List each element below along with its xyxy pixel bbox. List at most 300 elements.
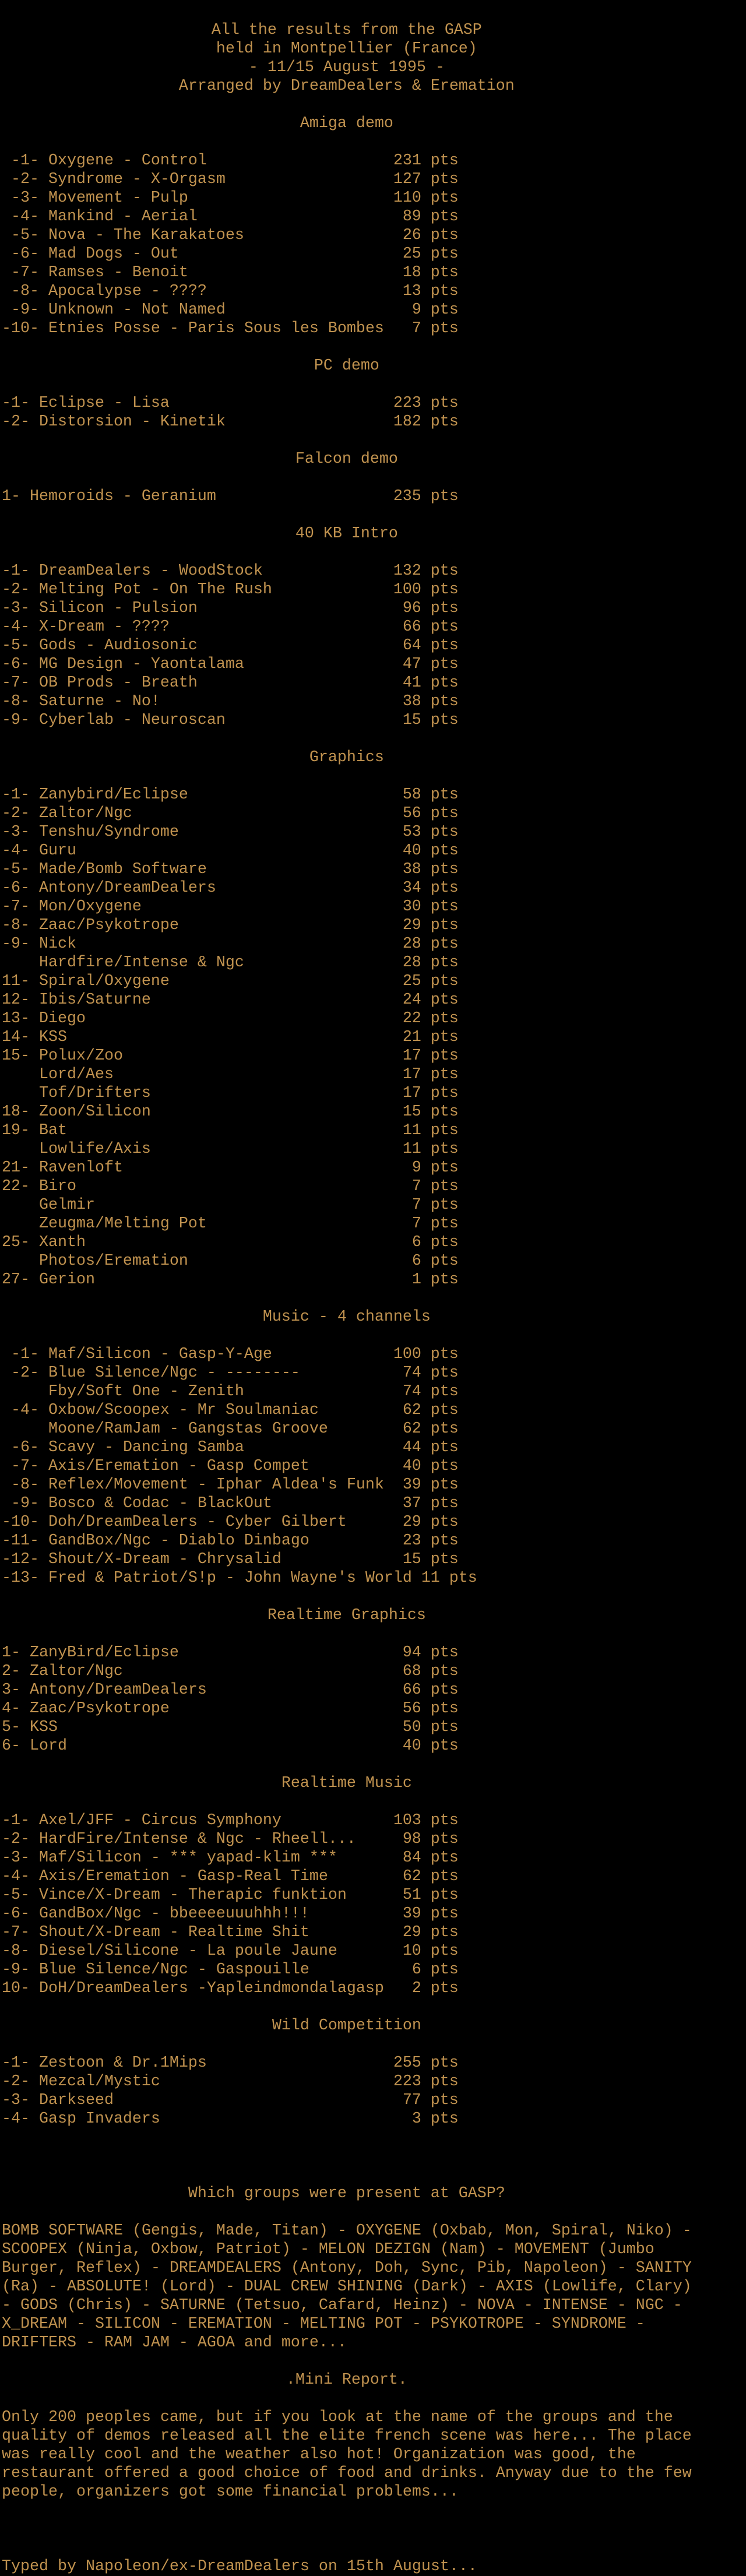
points-unit: pts (430, 1420, 459, 1438)
rank-cell: -7- (2, 674, 30, 692)
points-unit: pts (430, 1476, 459, 1494)
points-unit: pts (430, 1663, 459, 1680)
blank-line (2, 506, 746, 525)
result-row (2, 1811, 746, 1830)
result-row (2, 1979, 746, 1998)
section-title: Music - 4 channels (262, 1308, 431, 1326)
rank-cell: -2- (10, 1364, 39, 1382)
result-row (2, 618, 746, 636)
blank-line (2, 2501, 746, 2520)
points-value: 66 (402, 618, 421, 636)
name-cell: Distorsion - Kinetik (38, 413, 226, 431)
points-value: 9 (411, 1159, 421, 1177)
points-value: 51 (402, 1887, 421, 1904)
result-row (2, 226, 746, 245)
name-cell: GandBox/Ngc - bbeeeeuuuhhh!!! (38, 1905, 309, 1923)
paragraph-line: BOMB SOFTWARE (Gengis, Made, Titan) - OXYGENE (Oxbab, Mon, Spiral, Niko) - (2, 2222, 692, 2240)
section-realtime-music (2, 1774, 746, 2017)
result-row (2, 2110, 746, 2128)
points-value: 62 (402, 1420, 421, 1438)
points-unit: pts (430, 1010, 459, 1027)
rank-cell: -7- (10, 264, 39, 281)
points-value: 15 (402, 712, 421, 729)
name-cell: Etnies Posse - Paris Sous les Bombes (48, 320, 384, 337)
rank-cell: -9- (10, 301, 39, 319)
points-unit: pts (430, 935, 459, 953)
result-row (2, 1644, 746, 1662)
points-unit: pts (430, 1532, 459, 1550)
name-cell: Hardfire/Intense & Ngc (38, 954, 244, 972)
name-cell: Gelmir (38, 1196, 95, 1214)
points-value: 2 (411, 1980, 421, 1997)
points-value: 6 (411, 1252, 421, 1270)
name-cell: GandBox/Ngc - Diablo Dinbago (48, 1532, 309, 1550)
points-value: 66 (402, 1681, 421, 1699)
rank-cell: 13- (2, 1010, 30, 1027)
points-value: 30 (402, 898, 421, 916)
points-unit: pts (430, 1234, 459, 1251)
result-row (2, 1494, 746, 1513)
points-unit: pts (430, 488, 459, 505)
name-cell: Tenshu/Syndrome (38, 824, 179, 841)
points-unit: pts (430, 1458, 459, 1475)
points-value: 11 (402, 1122, 421, 1139)
name-cell: Antony/DreamDealers (38, 879, 216, 897)
points-unit: pts (430, 842, 459, 860)
name-cell: Oxygene - Control (48, 152, 207, 170)
points-unit: pts (430, 1980, 459, 1997)
result-row (2, 562, 746, 580)
blank-line (2, 338, 746, 357)
report-title: .Mini Report. (286, 2371, 407, 2389)
blank-line (2, 1998, 746, 2017)
points-unit: pts (430, 861, 459, 878)
points-value: 7 (411, 1178, 421, 1195)
result-row (2, 1103, 746, 1121)
section-title: Realtime Music (281, 1775, 412, 1792)
points-value: 6 (411, 1961, 421, 1979)
name-cell: Mad Dogs - Out (48, 245, 179, 263)
result-row (2, 301, 746, 319)
points-value: 96 (402, 600, 421, 617)
points-value: 132 (393, 562, 421, 580)
section-title: PC demo (314, 357, 379, 375)
rank-cell: 2- (2, 1663, 20, 1680)
name-cell: Axis/Eremation - Gasp-Real Time (38, 1868, 328, 1885)
name-cell: Blue Silence/Ngc - -------- (48, 1364, 300, 1382)
name-cell: Ibis/Saturne (38, 991, 151, 1009)
points-unit: pts (430, 1029, 459, 1046)
points-unit: pts (430, 227, 459, 244)
name-cell: Axel/JFF - Circus Symphony (38, 1812, 281, 1829)
points-unit: pts (430, 1887, 459, 1904)
rank-cell: 3- (2, 1681, 20, 1699)
result-row (2, 1252, 746, 1271)
rank-cell: -2- (2, 805, 30, 822)
result-row (2, 1196, 746, 1215)
paragraph-line: DRIFTERS - RAM JAM - AGOA and more... (2, 2334, 347, 2352)
rank-cell: 1- (2, 488, 20, 505)
points-unit: pts (430, 1495, 459, 1512)
points-value: 74 (402, 1364, 421, 1382)
name-cell: Axis/Eremation - Gasp Compet (48, 1458, 309, 1475)
paragraph-line: restaurant offered a good choice of food and drinks. Anyway due to the few (2, 2465, 692, 2482)
points-value: 41 (402, 674, 421, 692)
blank-line (2, 1326, 746, 1345)
rank-cell: -5- (2, 1887, 30, 1904)
section-wild-competition (2, 2017, 746, 2147)
result-row (2, 1513, 746, 1532)
points-unit: pts (430, 413, 459, 431)
rank-cell: -8- (10, 283, 39, 300)
name-cell: Antony/DreamDealers (29, 1681, 207, 1699)
rank-cell: -8- (2, 917, 30, 934)
result-row (2, 1532, 746, 1550)
section-music-4-channels (2, 1308, 746, 1606)
name-cell: Lowlife/Axis (38, 1141, 151, 1158)
blank-line (2, 133, 746, 152)
name-cell: Xanth (38, 1234, 86, 1251)
points-value: 40 (402, 842, 421, 860)
points-value: 1 (411, 1271, 421, 1289)
result-row (2, 1047, 746, 1065)
rank-cell: -3- (10, 189, 39, 207)
result-row (2, 1345, 746, 1364)
blank-line (2, 2035, 746, 2054)
result-row (2, 1420, 746, 1438)
rank-cell: -9- (2, 1961, 30, 1979)
points-value: 127 (393, 171, 421, 188)
section-falcon-demo (2, 450, 746, 525)
points-value: 3 (411, 2110, 421, 2128)
paragraph-line: (Ra) - ABSOLUTE! (Lord) - DUAL CREW SHINING (Dark) - AXIS (Lowlife, Clary) (2, 2278, 692, 2296)
rank-cell: -5- (2, 861, 30, 878)
rank-cell: -13- (2, 1569, 39, 1587)
name-cell: Zeugma/Melting Pot (38, 1215, 207, 1233)
result-row (2, 319, 746, 338)
points-unit: pts (430, 152, 459, 170)
points-value: 7 (411, 1215, 421, 1233)
points-unit: pts (430, 1681, 459, 1699)
result-row (2, 823, 746, 842)
name-cell: Shout/X-Dream - Realtime Shit (38, 1924, 309, 1941)
name-cell: Oxbow/Scoopex - Mr Soulmaniac (48, 1402, 319, 1419)
rank-cell: -10- (2, 1514, 39, 1531)
result-row (2, 1905, 746, 1923)
rank-cell: 10- (2, 1980, 30, 1997)
points-unit: pts (430, 2073, 459, 2091)
name-cell: Apocalypse - ???? (48, 283, 207, 300)
points-value: 47 (402, 656, 421, 673)
rank-cell: -2- (2, 1831, 30, 1848)
result-row (2, 1382, 746, 1401)
rank-cell: -1- (2, 395, 30, 412)
rank-cell: -6- (10, 1439, 39, 1456)
points-unit: pts (430, 1122, 459, 1139)
result-row (2, 1737, 746, 1755)
rank-cell: -4- (2, 618, 30, 636)
rank-cell: 5- (2, 1719, 20, 1736)
name-cell: HardFire/Intense & Ngc - Rheell... (38, 1831, 356, 1848)
rank-cell: 22- (2, 1178, 30, 1195)
result-row (2, 2072, 746, 2091)
points-unit: pts (430, 1364, 459, 1382)
points-unit: pts (430, 1066, 459, 1083)
points-value: 62 (402, 1402, 421, 1419)
rank-cell: -1- (2, 786, 30, 804)
name-cell: Movement - Pulp (48, 189, 188, 207)
name-cell: KSS (38, 1029, 67, 1046)
name-cell: KSS (29, 1719, 58, 1736)
points-value: 235 (393, 488, 421, 505)
points-value: 39 (402, 1476, 421, 1494)
result-row (2, 413, 746, 431)
section-mini-report (2, 2371, 746, 2501)
points-unit: pts (430, 208, 459, 226)
name-cell: Zanybird/Eclipse (38, 786, 188, 804)
points-value: 223 (393, 2073, 421, 2091)
rank-cell: 15- (2, 1047, 30, 1065)
rank-cell: 12- (2, 991, 30, 1009)
points-value: 103 (393, 1812, 421, 1829)
points-value: 24 (402, 991, 421, 1009)
points-value: 89 (402, 208, 421, 226)
name-cell: Zaac/Psykotrope (29, 1700, 170, 1718)
result-row (2, 1084, 746, 1103)
name-cell: Unknown - Not Named (48, 301, 226, 319)
points-value: 100 (393, 581, 421, 599)
result-row (2, 972, 746, 991)
points-value: 17 (402, 1047, 421, 1065)
points-unit: pts (430, 171, 459, 188)
result-row (2, 655, 746, 674)
name-cell: Photos/Eremation (38, 1252, 188, 1270)
name-cell: Melting Pot - On The Rush (38, 581, 272, 599)
blank-line (2, 543, 746, 562)
result-row (2, 152, 746, 170)
points-unit: pts (430, 395, 459, 412)
points-value: 15 (402, 1551, 421, 1568)
blank-line (2, 2147, 746, 2166)
result-row (2, 170, 746, 189)
rank-cell: -4- (10, 1402, 39, 1419)
points-unit: pts (430, 1942, 459, 1960)
points-unit: pts (430, 674, 459, 692)
section-40-kb-intro (2, 525, 746, 748)
points-unit: pts (430, 1849, 459, 1867)
points-value: 17 (402, 1085, 421, 1102)
rank-cell: -1- (10, 1346, 39, 1363)
points-value: 25 (402, 973, 421, 990)
points-value: 182 (393, 413, 421, 431)
points-value: 98 (402, 1831, 421, 1848)
name-cell: DreamDealers - WoodStock (38, 562, 263, 580)
section-pc-demo (2, 357, 746, 450)
points-unit: pts (430, 245, 459, 263)
rank-cell: -2- (2, 581, 30, 599)
points-unit: pts (430, 879, 459, 897)
result-row (2, 879, 746, 898)
points-value: 6 (411, 1234, 421, 1251)
name-cell: Diego (38, 1010, 86, 1027)
rank-cell: -1- (10, 152, 39, 170)
name-cell: Zaltor/Ngc (29, 1663, 123, 1680)
points-unit: pts (430, 1252, 459, 1270)
points-value: 74 (402, 1383, 421, 1400)
result-row (2, 953, 746, 972)
rank-cell: -7- (2, 1924, 30, 1941)
points-value: 68 (402, 1663, 421, 1680)
points-value: 40 (402, 1737, 421, 1755)
rank-cell: -3- (2, 824, 30, 841)
points-unit: pts (430, 2092, 459, 2109)
points-unit: pts (430, 1159, 459, 1177)
rank-cell: -8- (2, 693, 30, 710)
paragraph-line: was really cool and the weather also hot! Organization was good, the (2, 2446, 636, 2464)
rank-cell: 1- (2, 1644, 20, 1662)
name-cell: Reflex/Movement - Iphar Aldea's Funk (48, 1476, 384, 1494)
points-unit: pts (430, 1514, 459, 1531)
points-value: 58 (402, 786, 421, 804)
points-value: 255 (393, 2054, 421, 2072)
points-unit: pts (430, 1141, 459, 1158)
points-unit: pts (430, 1346, 459, 1363)
points-value: 53 (402, 824, 421, 841)
paragraph-line: Only 200 peoples came, but if you look at the name of the groups and the (2, 2409, 673, 2426)
rank-cell: 11- (2, 973, 30, 990)
section-title: Falcon demo (295, 451, 398, 468)
rank-cell: -6- (2, 879, 30, 897)
name-cell: Bosco & Codac - BlackOut (48, 1495, 272, 1512)
blank-line (2, 469, 746, 487)
rank-cell: -10- (2, 320, 39, 337)
points-value: 56 (402, 805, 421, 822)
result-row (2, 916, 746, 935)
result-row (2, 1028, 746, 1047)
points-unit: pts (430, 1644, 459, 1662)
result-row (2, 1699, 746, 1718)
points-value: 77 (402, 2092, 421, 2109)
result-row (2, 207, 746, 226)
page-title-line: Arranged by DreamDealers & Eremation (178, 78, 515, 95)
result-row (2, 804, 746, 823)
rank-cell: -2- (2, 2073, 30, 2091)
points-unit: pts (430, 917, 459, 934)
points-value: 39 (402, 1905, 421, 1923)
points-value: 38 (402, 693, 421, 710)
points-value: 29 (402, 917, 421, 934)
points-value: 25 (402, 245, 421, 263)
name-cell: Ravenloft (38, 1159, 123, 1177)
section-title: Amiga demo (300, 115, 393, 132)
blank-line (2, 2, 746, 21)
result-row (2, 1271, 746, 1289)
points-unit: pts (430, 1737, 459, 1755)
result-row (2, 1923, 746, 1942)
blank-line (2, 375, 746, 394)
points-unit: pts (430, 712, 459, 729)
points-unit: pts (430, 1551, 459, 1568)
points-unit: pts (430, 562, 459, 580)
points-value: 62 (402, 1868, 421, 1885)
points-value: 223 (393, 395, 421, 412)
rank-cell: -5- (2, 637, 30, 654)
result-row (2, 1065, 746, 1084)
points-unit: pts (430, 786, 459, 804)
name-cell: Mon/Oxygene (38, 898, 142, 916)
points-value: 100 (393, 1346, 421, 1363)
points-value: 18 (402, 264, 421, 281)
blank-line (2, 730, 746, 748)
blank-line (2, 96, 746, 114)
rank-cell: -4- (2, 842, 30, 860)
name-cell: X-Dream - ???? (38, 618, 170, 636)
points-unit: pts (430, 1812, 459, 1829)
points-value: 64 (402, 637, 421, 654)
result-row (2, 1849, 746, 1867)
points-unit: pts (430, 898, 459, 916)
name-cell: Diesel/Silicone - La poule Jaune (38, 1942, 337, 1960)
rank-cell: -3- (2, 600, 30, 617)
result-row (2, 245, 746, 263)
result-row (2, 1121, 746, 1140)
points-value: 29 (402, 1924, 421, 1941)
points-unit: pts (430, 320, 459, 337)
points-unit: pts (430, 600, 459, 617)
name-cell: Darkseed (38, 2092, 114, 2109)
name-cell: Gasp Invaders (38, 2110, 160, 2128)
rank-cell: 4- (2, 1700, 20, 1718)
paragraph-line: SCOOPEX (Ninja, Oxbow, Patriot) - MELON DEZIGN (Nam) - MOVEMENT (Jumbo (2, 2241, 654, 2258)
name-cell: Gods - Audiosonic (38, 637, 198, 654)
points-unit: pts (430, 991, 459, 1009)
rank-cell: -2- (2, 413, 30, 431)
name-cell: Scavy - Dancing Samba (48, 1439, 244, 1456)
result-row (2, 1009, 746, 1028)
rank-cell: -6- (10, 245, 39, 263)
points-unit: pts (430, 1868, 459, 1885)
points-value: 22 (402, 1010, 421, 1027)
result-row (2, 2054, 746, 2072)
rank-cell: 27- (2, 1271, 30, 1289)
name-cell: Nova - The Karakatoes (48, 227, 244, 244)
points-unit: pts (430, 1085, 459, 1102)
section-title: Graphics (309, 749, 384, 766)
name-cell: Fby/Soft One - Zenith (48, 1383, 244, 1400)
points-unit: pts (430, 1831, 459, 1848)
name-cell: Lord (29, 1737, 67, 1755)
points-value: 7 (411, 1196, 421, 1214)
rank-cell: -2- (10, 171, 39, 188)
points-value: 84 (402, 1849, 421, 1867)
points-value: 9 (411, 301, 421, 319)
points-value: 15 (402, 1103, 421, 1121)
points-unit: pts (430, 1439, 459, 1456)
points-unit: pts (430, 1402, 459, 1419)
points-value: 26 (402, 227, 421, 244)
result-row (2, 991, 746, 1009)
points-value: 7 (411, 320, 421, 337)
points-unit: pts (430, 1215, 459, 1233)
footer-line: Typed by Napoleon/ex-DreamDealers on 15th August... (2, 2558, 477, 2575)
rank-cell: -12- (2, 1551, 39, 1568)
points-value: 21 (402, 1029, 421, 1046)
name-cell: Maf/Silicon - Gasp-Y-Age (48, 1346, 272, 1363)
name-cell: Zoon/Silicon (38, 1103, 151, 1121)
name-cell: Maf/Silicon - *** yapad-klim *** (38, 1849, 337, 1867)
blank-line (2, 767, 746, 786)
rank-cell: -8- (2, 1942, 30, 1960)
